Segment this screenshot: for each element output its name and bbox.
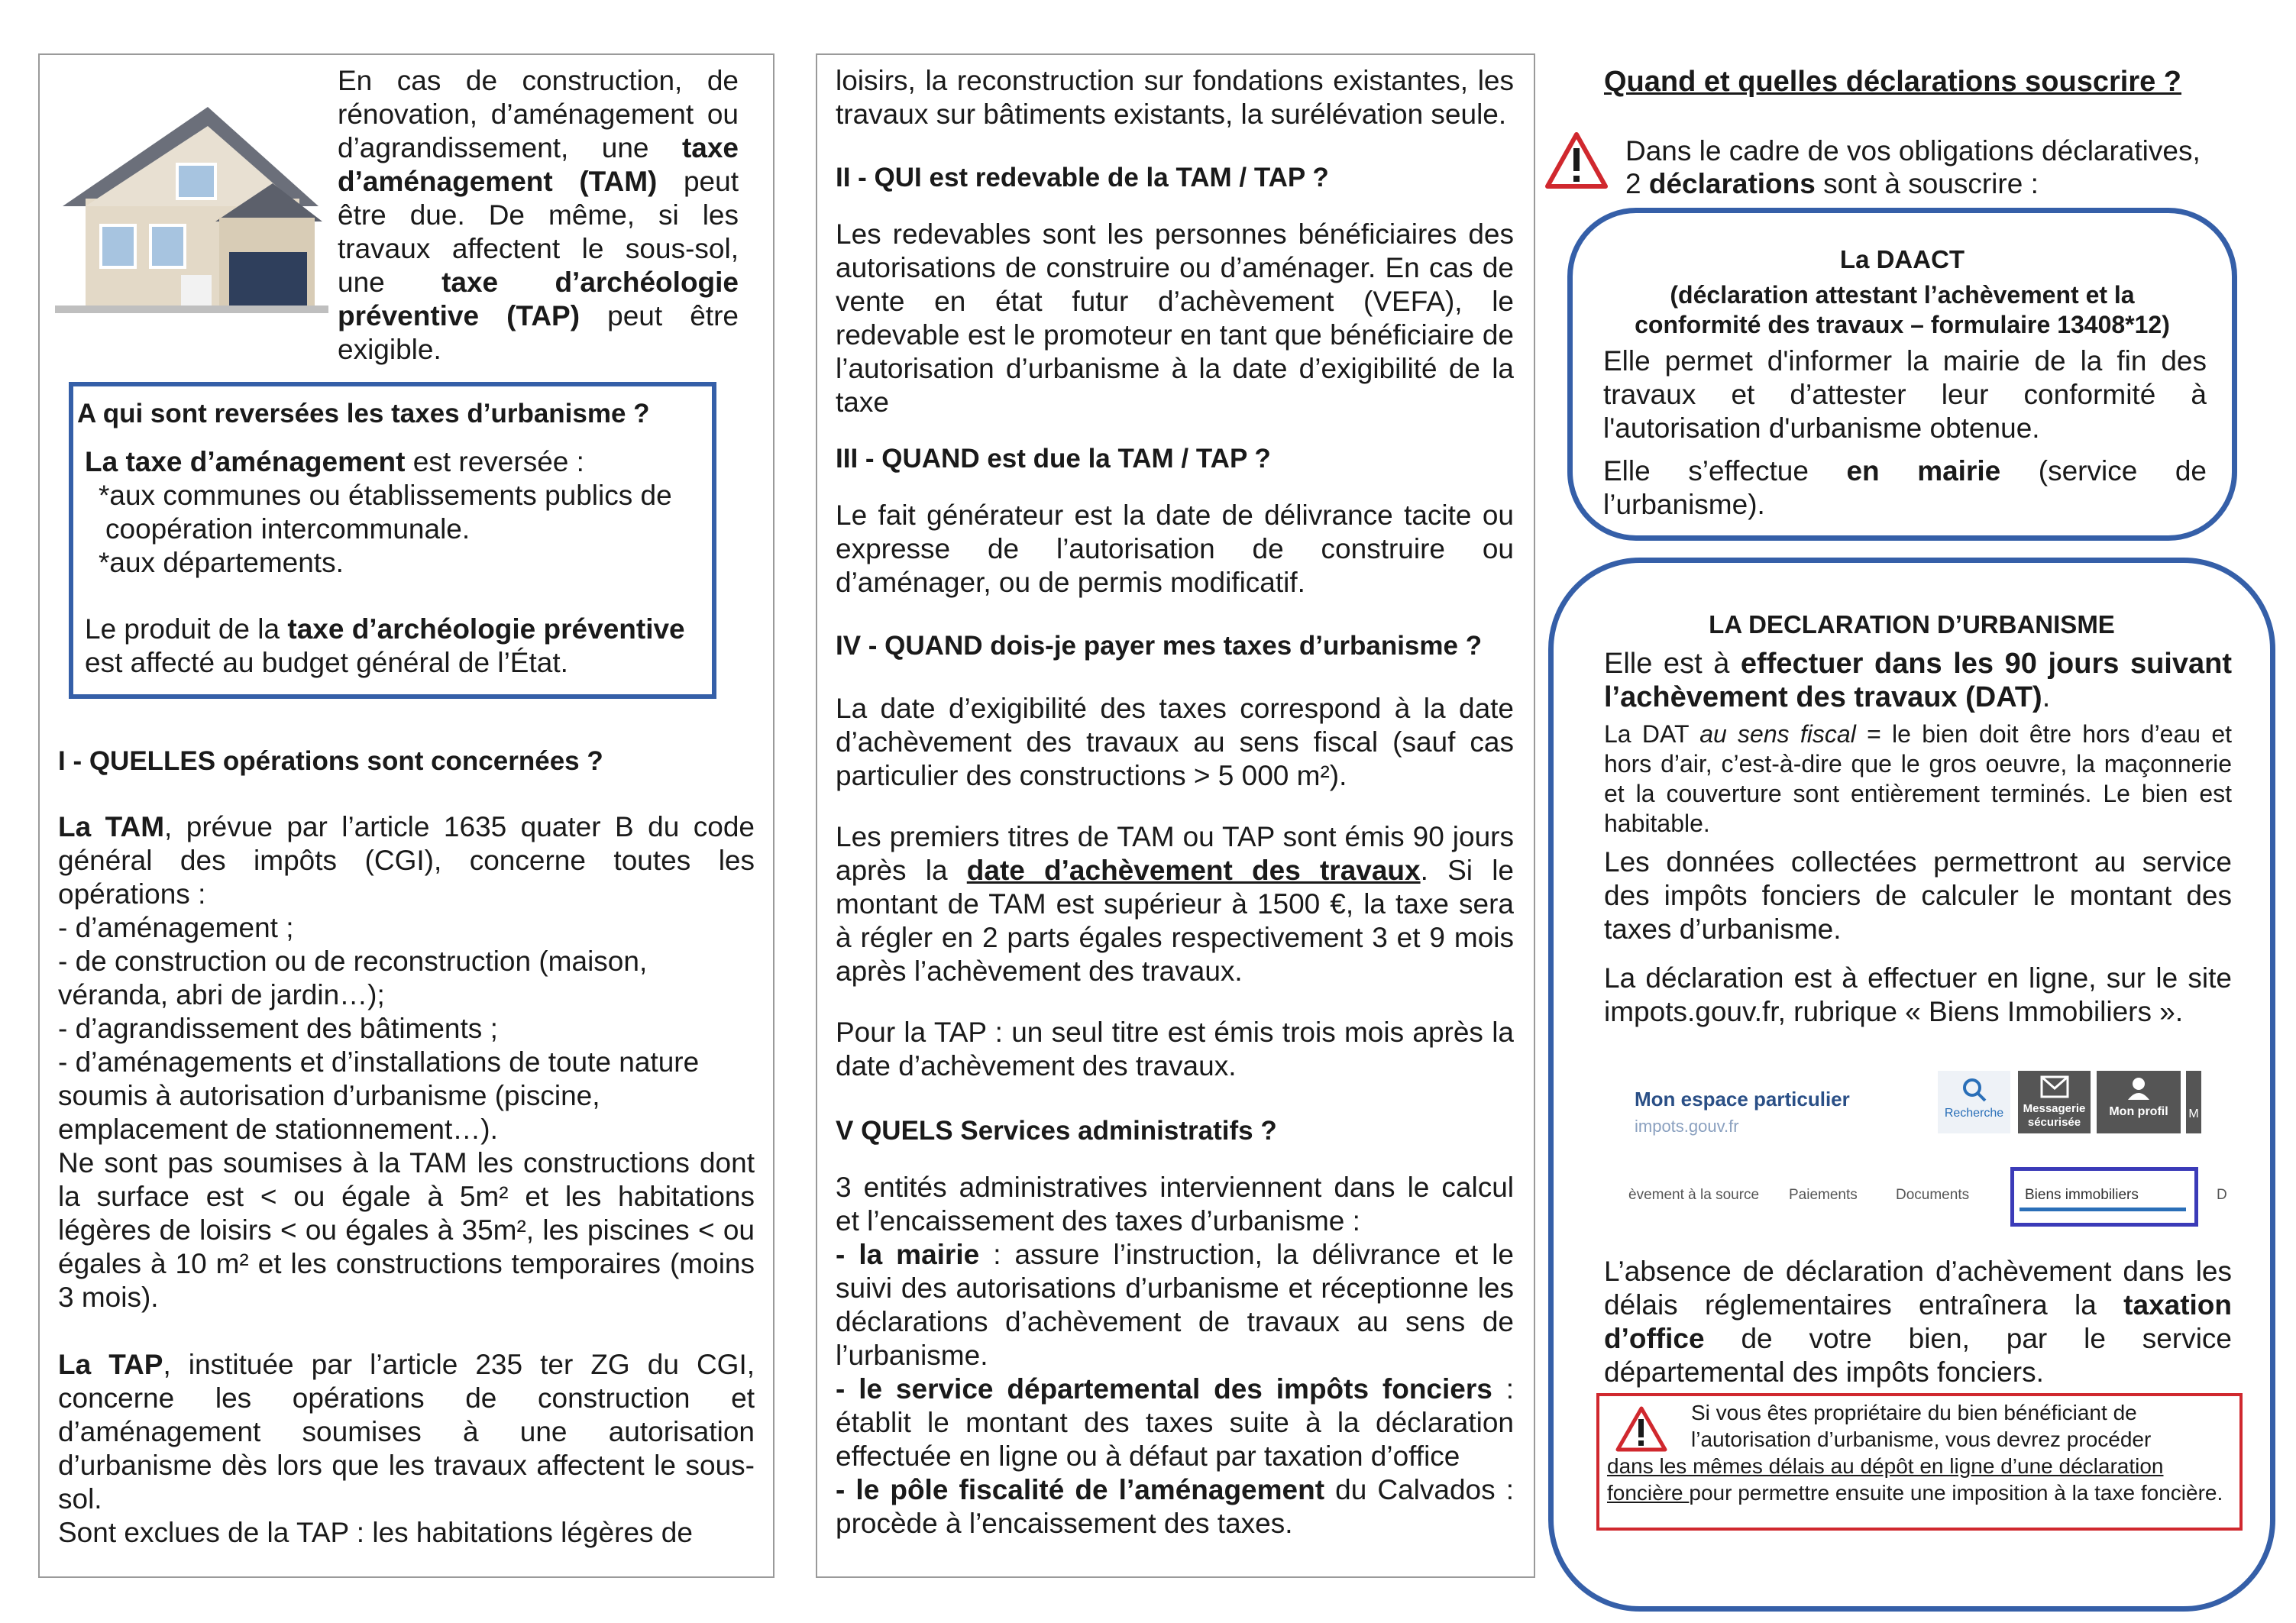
daact-title: La DAACT	[1839, 245, 1965, 273]
warning-icon	[1544, 131, 1609, 189]
tab-underline	[2020, 1208, 2186, 1211]
envelope-icon	[2040, 1075, 2069, 1098]
user-icon	[2126, 1075, 2152, 1101]
red-line1: Si vous êtes propriétaire du bien bénéficiant de	[1691, 1401, 2137, 1424]
tab-biens-immobiliers[interactable]: Biens immobiliers	[2025, 1187, 2139, 1203]
site-brand-sub: impots.gouv.fr	[1635, 1117, 1739, 1136]
impots-site-screenshot	[1628, 1063, 2232, 1250]
section2-text: Les redevables sont les personnes bénéficiaires des autorisations de construire ou d’aménager. En cas de vente en état futur d’achèvement (VEFA), le redevable est le promoteur en tant que bénéficiaire de l’autorisation d’urbanisme à la date d’exigibilité de la taxe	[836, 218, 1514, 418]
section4-p2: Les premiers titres de TAM ou TAP sont émis 90 jours après la date d’achèvement des travaux. Si le montant de TAM est supérieur à 1500 €, la taxe sera à régler en 2 parts égales respectivement 3 et 9 mois après l’achèvement des travaux.	[836, 821, 1514, 987]
tab-more[interactable]: D	[2217, 1187, 2227, 1203]
du-p5: L’absence de déclaration d’achèvement dans les délais réglementaires entraînera la taxation d’office de votre bien, par le service départemental des impôts fonciers.	[1604, 1256, 2232, 1388]
site-brand: Mon espace particulier	[1635, 1088, 1850, 1111]
col3-title: Quand et quelles déclarations souscrire ?	[1604, 66, 2182, 98]
box-item1: *aux communes ou établissements publics de	[99, 480, 672, 511]
tab-documents[interactable]: Documents	[1896, 1187, 1970, 1203]
du-p1: Elle est à effectuer dans les 90 jours suivant l’achèvement des travaux (DAT).	[1604, 648, 2232, 713]
box-item2: *aux départements.	[99, 547, 344, 578]
messagerie-button[interactable]: Messagerie sécurisée	[2018, 1071, 2091, 1133]
section4-title: IV - QUAND dois-je payer mes taxes d’urbanisme ?	[836, 631, 1483, 661]
box-title: A qui sont reversées les taxes d’urbanisme ?	[77, 399, 650, 428]
box-item1b: coopération intercommunale.	[105, 513, 471, 545]
tab-prelevement[interactable]: èvement à la source	[1628, 1187, 1760, 1203]
house-illustration	[55, 92, 328, 313]
tab-paiements[interactable]: Paiements	[1789, 1187, 1858, 1203]
daact-sub2: conformité des travaux – formulaire 13408*12)	[1635, 311, 2170, 338]
box-para: Le produit de la taxe d’archéologie préventive est affecté au budget général de l’État.	[85, 613, 685, 678]
du-p3: Les données collectées permettront au service des impôts fonciers de calculer le montant des taxes d’urbanisme.	[1604, 846, 2232, 945]
daact-p2: Elle s’effectue en mairie (service de l’urbanisme).	[1603, 455, 2207, 520]
daact-sub1: (déclaration attestant l’achèvement et la	[1670, 281, 2135, 309]
search-icon	[1961, 1077, 1987, 1103]
section2-title: II - QUI est redevable de la TAM / TAP ?	[836, 163, 1329, 192]
section5-item3: - le pôle fiscalité de l’aménagement du Calvados : procède à l’encaissement des taxes.	[836, 1474, 1514, 1539]
box-line1: La taxe d’aménagement est reversée :	[85, 446, 584, 477]
biens-immobiliers-highlight	[2010, 1167, 2198, 1227]
section5-item2: - le service départemental des impôts fonciers : établit le montant des taxes suite à la déclaration effectuée en ligne ou à défaut par taxation d’office	[836, 1373, 1514, 1472]
daact-box	[1567, 208, 2237, 541]
du-title: LA DECLARATION D’URBANISME	[1709, 610, 2115, 639]
red-para: dans les mêmes délais au dépôt en ligne d’une déclaration foncière pour permettre ensuite une imposition à la taxe foncière.	[1607, 1454, 2223, 1505]
daact-p1: Elle permet d'informer la mairie de la fin des travaux et d’attester leur conformité à l'autorisation d'urbanisme obtenue.	[1603, 345, 2207, 444]
warn-line1: Dans le cadre de vos obligations déclaratives,	[1625, 135, 2201, 167]
search-button[interactable]: Recherche	[1938, 1071, 2010, 1133]
profile-button[interactable]: Mon profil	[2097, 1071, 2181, 1133]
warning-icon-small	[1615, 1405, 1668, 1453]
du-p4: La déclaration est à effectuer en ligne, sur le site impots.gouv.fr, rubrique « Biens Immobiliers ».	[1604, 962, 2232, 1027]
section3-text: Le fait générateur est la date de délivrance tacite ou expresse de l’autorisation de construire ou d’aménager, ou de permis modificatif.	[836, 500, 1514, 598]
warn-line2: 2 déclarations sont à souscrire :	[1625, 168, 2039, 199]
section5-item1: - la mairie : assure l’instruction, la délivrance et le suivi des autorisations d’urbanisme et réceptionne les déclarations d’achèvement de travaux au sens de l’urbanisme.	[836, 1239, 1514, 1371]
du-p2: La DAT au sens fiscal = le bien doit être hors d’eau et hors d’air, c’est-à-dire que le gros oeuvre, la maçonnerie et la couverture sont entièrement terminés. Le bien est habitable.	[1604, 720, 2233, 837]
col2-continuation: loisirs, la reconstruction sur fondations existantes, les travaux sur bâtiments existants, la surélévation seule.	[836, 65, 1514, 130]
section4-p1: La date d’exigibilité des taxes correspond à la date d’achèvement des travaux au sens fiscal (sauf cas particulier des constructions > 5 000 m²).	[836, 693, 1514, 791]
declaration-urbanisme-box	[1548, 558, 2275, 1612]
taxes-recipient-box	[69, 382, 716, 699]
section4-p3: Pour la TAP : un seul titre est émis trois mois après la date d’achèvement des travaux.	[836, 1017, 1514, 1081]
section1-title: I - QUELLES opérations sont concernées ?	[58, 746, 603, 776]
section5-title: V QUELS Services administratifs ?	[836, 1116, 1277, 1146]
section1-body: La TAM, prévue par l’article 1635 quater B du code général des impôts (CGI), concerne toutes les opérations : - d’aménagement ; - de construction ou de reconstruction (maison, véranda, abri de jardin…); - d’agrandissement des bâtiments ; - d’aménagements et d’installations de toute nature soumis à autorisation d’urbanisme (piscine, emplacement de stationnement…). Ne sont pas soumises à la TAM les constructions dont la surface est < ou égale à 5m² et les habitations légères de loisirs < ou égales à 35m², les piscines < ou égales à 10 m² et les constructions temporaires (moins 3 mois). La TAP, instituée par l’article 235 ter ZG du CGI, concerne les opérations de construction et d’aménagement soumises à une autorisation d’urbanisme dès lors que les travaux affectent le sous-sol. Sont exclues de la TAP : les habitations légères de	[58, 811, 755, 1548]
red-warning-box	[1596, 1393, 2243, 1531]
column-2-content	[836, 64, 1514, 1541]
section3-title: III - QUAND est due la TAM / TAP ?	[836, 444, 1271, 474]
section5-intro: 3 entités administratives interviennent dans le calcul et l’encaissement des taxes d’urbanisme :	[836, 1172, 1514, 1237]
intro-text: En cas de construction, de rénovation, d’aménagement ou d’agrandissement, une taxe d’aménagement (TAM) peut être due. De même, si les travaux affectent le sous-sol, une taxe d’archéologie préventive (TAP) peut être exigible.	[338, 65, 739, 365]
more-button[interactable]: M	[2186, 1071, 2201, 1133]
red-line2: l’autorisation d’urbanisme, vous devrez procéder	[1691, 1427, 2152, 1451]
dat-link: date d’achèvement des travaux	[966, 855, 1421, 886]
